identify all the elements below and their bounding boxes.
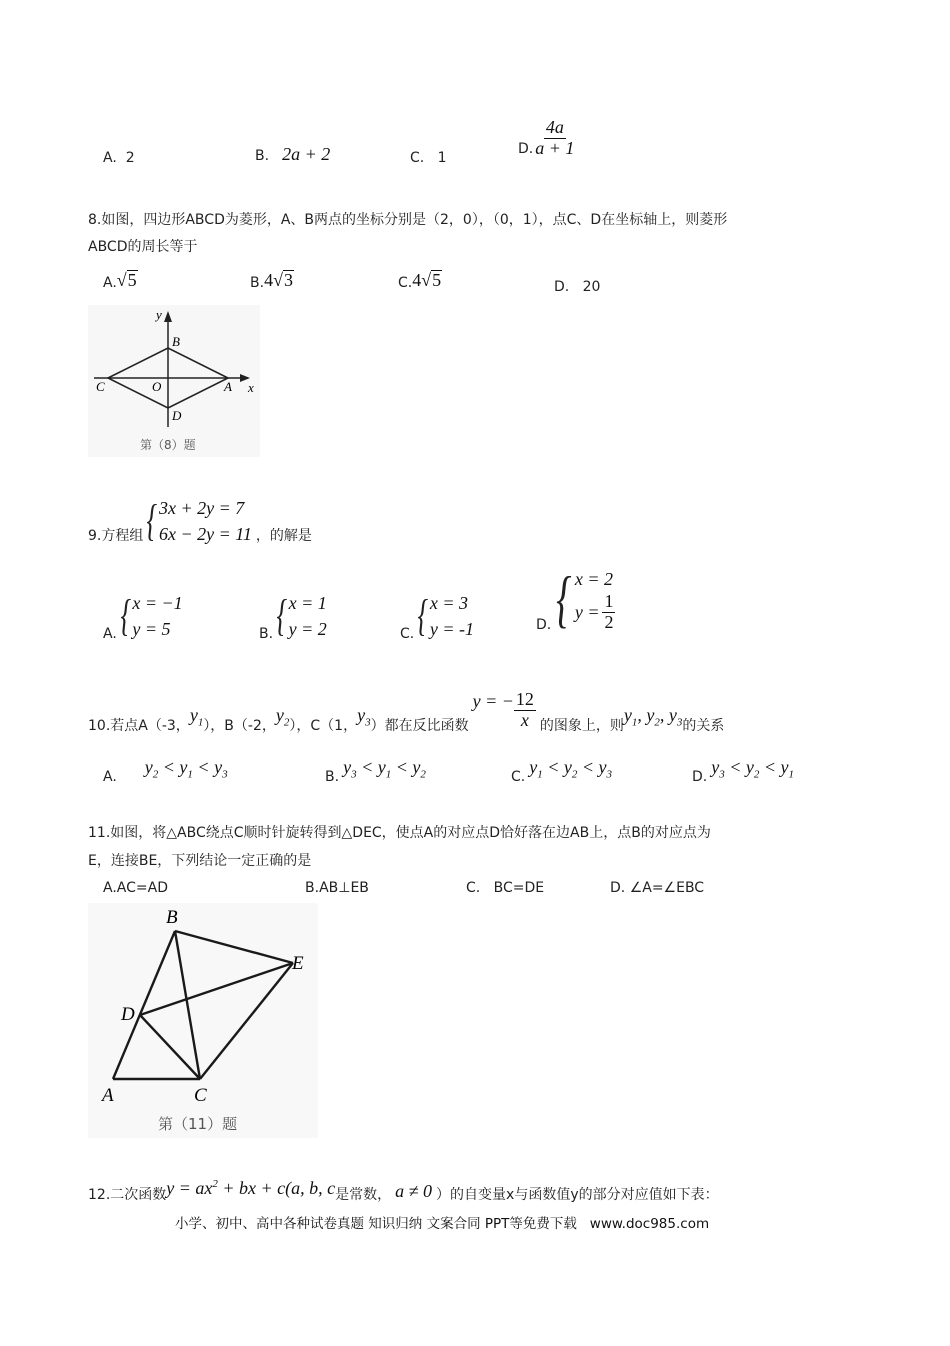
coefficient: 4 bbox=[264, 270, 274, 290]
figure-caption: 第（11）题 bbox=[158, 1115, 238, 1133]
left-brace-icon: { bbox=[556, 563, 572, 635]
solution-system bbox=[273, 590, 327, 642]
option-label: C. bbox=[410, 150, 425, 166]
y-value: y = -1 bbox=[429, 619, 474, 640]
text-segment: 的关系 bbox=[682, 717, 725, 734]
q11-option-b bbox=[305, 880, 369, 896]
x-value: x = 3 bbox=[429, 593, 468, 613]
q8-option-c bbox=[398, 270, 442, 291]
question-suffix: ）的自变量x与函数值y的部分对应值如下表： bbox=[436, 1187, 719, 1203]
q8-option-a bbox=[103, 270, 138, 291]
option-label: D. bbox=[518, 140, 534, 157]
var-y2: $y_2$ bbox=[275, 705, 290, 729]
var-y1: $y_1$ bbox=[189, 705, 204, 729]
option-label: A. bbox=[103, 768, 117, 785]
point-c-label: C bbox=[96, 379, 105, 394]
sqrt-expression: √ 3 bbox=[273, 270, 293, 291]
x-axis-label: x bbox=[248, 380, 254, 395]
text-segment: 是常数， bbox=[335, 1187, 392, 1203]
q7-option-b bbox=[255, 144, 330, 165]
option-value: $y_1 < y_2 < y_3$ bbox=[529, 757, 613, 781]
text-segment: ），B（-2， bbox=[203, 717, 276, 734]
q8-figure-rhombus bbox=[88, 305, 260, 457]
solution-system bbox=[551, 563, 615, 635]
option-label: D. bbox=[610, 880, 626, 896]
text-segment: ），C（1， bbox=[289, 717, 358, 734]
option-value: 20 bbox=[582, 279, 601, 295]
point-b-label: B bbox=[166, 907, 178, 928]
option-label: A. bbox=[103, 275, 117, 291]
quadratic-formula: $y = ax^2$ + bx + c(a, b, c bbox=[166, 1178, 336, 1198]
left-brace-icon: { bbox=[417, 591, 429, 641]
q8-option-d bbox=[554, 279, 600, 295]
q10-question bbox=[88, 690, 724, 735]
q9-question bbox=[88, 495, 312, 547]
q10-option-d bbox=[692, 757, 794, 785]
q10-option-b bbox=[325, 757, 426, 785]
point-a-label: A bbox=[224, 379, 232, 394]
q9-option-c bbox=[400, 590, 474, 642]
equation-system bbox=[143, 495, 252, 547]
q8-question-line1: 8.如图，四边形ABCD为菱形，A、B两点的坐标分别是（2，0），（0，1），点C、D在坐标轴上，则菱形 bbox=[88, 212, 728, 228]
question-suffix: ，的解是 bbox=[255, 528, 312, 545]
numerator: 12 bbox=[515, 689, 534, 709]
point-c-label: C bbox=[194, 1085, 207, 1106]
point-d-label: D bbox=[121, 1004, 135, 1025]
q11-option-d bbox=[610, 880, 704, 896]
option-value: 1 bbox=[437, 150, 447, 166]
footer-link[interactable]: www.doc985.com bbox=[589, 1216, 710, 1232]
equation-2: 6x − 2y = 11 bbox=[158, 524, 252, 545]
left-brace-icon: { bbox=[276, 591, 288, 641]
q7-option-c bbox=[410, 150, 447, 166]
q10-option-c bbox=[511, 757, 612, 785]
option-label: C. bbox=[398, 275, 413, 291]
option-value: 2 bbox=[125, 150, 135, 166]
fraction bbox=[602, 592, 615, 633]
option-value: AC=AD bbox=[116, 880, 168, 896]
denominator: a + 1 bbox=[535, 137, 575, 158]
q11-question-line1: 11.如图，将△ABC绕点C顺时针旋转得到△DEC，使点A的对应点D恰好落在边AB上，点B的对应点为 bbox=[88, 825, 711, 841]
y-value: y = 5 bbox=[132, 619, 171, 640]
option-label: C. bbox=[511, 768, 526, 785]
q8-question-line2: ABCD的周长等于 bbox=[88, 239, 198, 255]
option-label: A. bbox=[103, 880, 117, 896]
option-value: BC=DE bbox=[493, 880, 545, 896]
option-label: A. bbox=[103, 626, 117, 643]
q7-option-a bbox=[103, 150, 135, 166]
q8-option-b bbox=[250, 270, 294, 291]
q10-option-a bbox=[103, 757, 228, 785]
option-value: 2a + 2 bbox=[282, 144, 331, 164]
solution-system bbox=[117, 590, 183, 642]
origin-label: O bbox=[152, 379, 162, 394]
option-value: ∠A=∠EBC bbox=[629, 880, 705, 896]
point-a-label: A bbox=[102, 1085, 114, 1106]
condition: a ≠ 0 bbox=[395, 1181, 433, 1201]
y-value: y = 2 bbox=[288, 619, 327, 640]
denominator: x bbox=[520, 709, 529, 730]
left-brace-icon: { bbox=[120, 591, 131, 641]
q9-option-b bbox=[259, 590, 327, 642]
option-label: A. bbox=[103, 150, 117, 166]
equation-1: 3x + 2y = 7 bbox=[158, 498, 245, 518]
fraction bbox=[514, 690, 536, 731]
option-label: B. bbox=[305, 880, 320, 896]
function-prefix: y = − bbox=[472, 690, 514, 711]
q11-figure-rotation bbox=[88, 903, 318, 1138]
question-prefix: 9.方程组 bbox=[88, 528, 144, 545]
y-axis-label: y bbox=[156, 307, 162, 322]
q9-option-d bbox=[536, 563, 615, 635]
option-label: C. bbox=[466, 880, 481, 896]
sqrt-expression: √ 5 bbox=[421, 270, 442, 291]
q7-option-d bbox=[518, 118, 576, 159]
point-e-label: E bbox=[292, 953, 304, 974]
point-d-label: D bbox=[172, 408, 182, 423]
q11-option-c bbox=[466, 880, 544, 896]
vars-y1-y2-y3: $y_1$, $y_2$, $y_3$ bbox=[623, 705, 683, 729]
radicand: 5 bbox=[127, 270, 137, 291]
rhombus-diagram bbox=[88, 305, 260, 457]
x-value: x = −1 bbox=[132, 593, 183, 613]
option-label: D. bbox=[536, 616, 552, 633]
figure-caption: 第（8）题 bbox=[140, 438, 196, 452]
q11-option-a bbox=[103, 880, 168, 896]
coefficient: 4 bbox=[412, 270, 422, 290]
text-segment: ）都在反比函数 bbox=[370, 717, 469, 734]
page-footer bbox=[175, 1212, 709, 1232]
text-segment: 10.若点A（-3， bbox=[88, 717, 190, 734]
left-brace-icon: { bbox=[146, 496, 158, 546]
option-label: B. bbox=[259, 626, 274, 643]
denominator: 2 bbox=[604, 611, 614, 632]
q12-question bbox=[88, 1178, 719, 1204]
option-value: AB⊥EB bbox=[319, 880, 369, 896]
radicand: 5 bbox=[432, 270, 442, 291]
option-value: $y_2 < y_1 < y_3$ bbox=[144, 757, 228, 781]
option-label: B. bbox=[325, 768, 340, 785]
fraction bbox=[533, 118, 576, 159]
option-label: B. bbox=[255, 148, 270, 164]
option-value: $y_3 < y_2 < y_1$ bbox=[711, 757, 795, 781]
triangle-rotation-diagram bbox=[88, 903, 318, 1138]
var-y3: $y_3$ bbox=[357, 705, 371, 729]
inverse-function bbox=[473, 690, 536, 731]
option-label: D. bbox=[554, 279, 570, 295]
q9-option-a bbox=[103, 590, 183, 642]
sqrt-expression: √ 5 bbox=[116, 270, 137, 291]
x-value: x = 1 bbox=[288, 593, 327, 613]
solution-system bbox=[414, 590, 474, 642]
question-prefix: 12.二次函数 bbox=[88, 1187, 167, 1203]
numerator: 4a bbox=[545, 117, 564, 137]
footer-text: 小学、初中、高中各种试卷真题 知识归纳 文案合同 PPT等免费下载 bbox=[175, 1216, 577, 1232]
q11-question-line2: E，连接BE，下列结论一定正确的是 bbox=[88, 853, 312, 869]
option-value: $y_3 < y_1 < y_2$ bbox=[343, 757, 426, 781]
radicand: 3 bbox=[283, 270, 293, 291]
text-segment: 的图象上，则 bbox=[539, 717, 624, 734]
point-b-label: B bbox=[172, 334, 180, 349]
option-label: C. bbox=[400, 626, 415, 643]
option-label: D. bbox=[692, 768, 708, 785]
option-label: B. bbox=[250, 275, 265, 291]
numerator: 1 bbox=[604, 591, 614, 612]
x-value: x = 2 bbox=[574, 569, 613, 589]
y-prefix: y = bbox=[574, 602, 600, 623]
